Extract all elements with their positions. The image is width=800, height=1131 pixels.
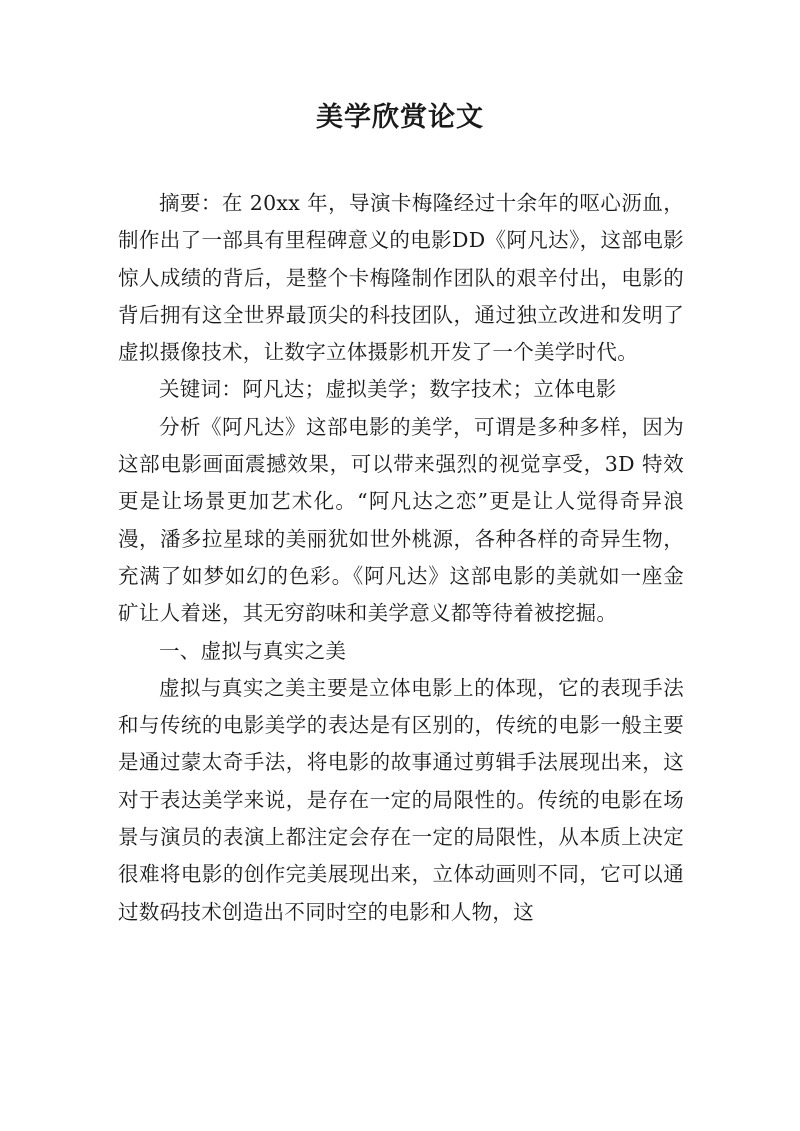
keywords-paragraph: 关键词：阿凡达；虚拟美学；数字技术；立体电影 [159,377,617,402]
abstract-paragraph: 摘要：在 20xx 年，导演卡梅隆经过十余年的呕心沥血，制作出了一部具有里程碑意义的电影DD《阿凡达》，这部电影惊人成绩的背后，是整个卡梅隆制作团队的艰辛付出，电影的背后拥有这全世界最顶尖的科技团队，通过独立改进和发明了虚拟摄像技术，让数字立体摄影机开发了一个美学时代。 [118,191,684,365]
page-title: 美学欣赏论文 [316,102,484,133]
section-heading: 一、虚拟与真实之美 [159,638,347,663]
analysis-paragraph: 分析《阿凡达》这部电影的美学，可谓是多种多样，因为这部电影画面震撼效果，可以带来强烈的视觉享受，3D 特效更是让场景更加艺术化。“阿凡达之恋”更是让人觉得奇异浪漫，潘多拉星球的美丽犹如世外桃源，各种各样的奇异生物，充满了如梦如幻的色彩。《阿凡达》这部电影的美就如一座金矿让人着迷，其无穷韵味和美学意义都等待着被挖掘。 [118,414,684,626]
section-paragraph: 虚拟与真实之美主要是立体电影上的体现，它的表现手法和与传统的电影美学的表达是有区别的，传统的电影一般主要是通过蒙太奇手法，将电影的故事通过剪辑手法展现出来，这对于表达美学来说，是存在一定的局限性的。传统的电影在场景与演员的表演上都注定会存在一定的局限性，从本质上决定很难将电影的创作完美展现出来，立体动画则不同，它可以通过数码技术创造出不同时空的电影和人物，这 [118,675,684,924]
document-body [118,185,684,931]
